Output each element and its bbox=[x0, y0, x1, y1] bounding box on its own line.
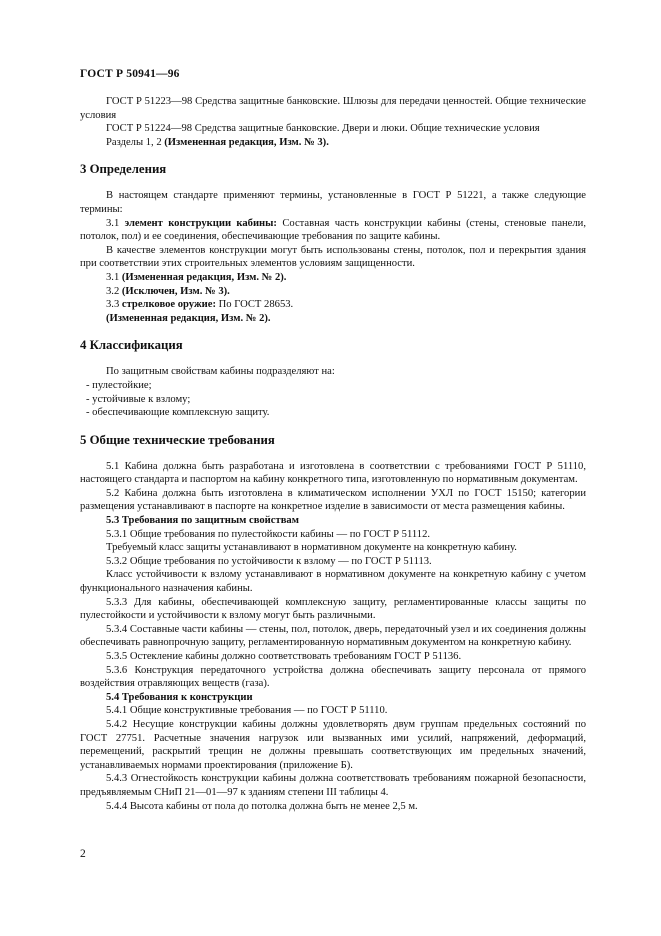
s5-clause-5-3-1: 5.3.1 Общие требования по пулестойкости кабины — по ГОСТ Р 51112. bbox=[106, 528, 431, 540]
term: элемент конструкции кабины: bbox=[124, 217, 277, 229]
s3-intro: В настоящем стандарте применяют термины, установленные в ГОСТ Р 51221, а также следующие термины: bbox=[80, 190, 586, 215]
refs-amendment-note bbox=[80, 136, 586, 150]
s3-clause-3-1-note: В качестве элементов конструкции могут быть использованы стены, потолок, пол и перекрытия здания при соответствии этих строительных элементов условиям защищенности. bbox=[80, 244, 586, 270]
s5-clause-5-2: 5.2 Кабина должна быть изготовлена в климатическом исполнении УХЛ по ГОСТ 15150; категории размещения устанавливают в паспорте на конкретное изделие в зависимости от места размещения кабины. bbox=[80, 487, 586, 513]
page-body bbox=[80, 95, 586, 813]
ref-title: Средства защитные банковские. Шлюзы для передачи ценностей. Общие технические условия bbox=[80, 96, 586, 121]
amendment: (Исключен, Изм. № 3). bbox=[121, 285, 230, 297]
s3-clause-3-1 bbox=[80, 217, 586, 244]
clause-number: 3.1 bbox=[106, 271, 122, 283]
s5-clause-5-4-2: 5.4.2 Несущие конструкции кабины должны удовлетворять двум группам предельных состояний по ГОСТ 27751. Расчетные значения нагрузок или вызванных ими усилий, напряжений, деформаций, перемещений, раскрытий трещин не должны превышать соответствующих им предельных значений, устанавливаемых нормами проектирования (приложение Б). bbox=[80, 718, 586, 771]
s4-intro: По защитным свойствам кабины подразделяют на: bbox=[106, 366, 335, 378]
page-number: 2 bbox=[80, 848, 86, 860]
definition: Составная часть конструкции кабины (стены, стеновые панели, потолок, пол) и ее соединения, обеспечивающие требования по защите кабины. bbox=[80, 217, 586, 243]
s5-clause-5-3-2-b: Класс устойчивости к взлому устанавливают в нормативном документе на конкретную кабину с учетом функционального назначения кабины. bbox=[80, 569, 586, 595]
s5-clause-5-4-1: 5.4.1 Общие конструктивные требования — по ГОСТ Р 51110. bbox=[106, 705, 388, 717]
s3-clause-3-3 bbox=[80, 298, 586, 312]
ref-code: ГОСТ Р 51223—98 bbox=[106, 96, 193, 107]
s5-clause-5-3-4: 5.3.4 Составные части кабины — стены, пол, потолок, дверь, передаточный узел и их соединения должны обеспечивать равнопрочную защиту, регламентированную нормативным документом на конкретную кабину. bbox=[80, 623, 586, 649]
s5-clause-5-3-6: 5.3.6 Конструкция передаточного устройства должна обеспечивать защиту персонала от прямого воздействия отравляющих веществ (газа). bbox=[80, 664, 586, 690]
s5-clause-5-3-5: 5.3.5 Остекление кабины должно соответствовать требованиям ГОСТ Р 51136. bbox=[106, 651, 462, 662]
s5-clause-5-4-3: 5.4.3 Огнестойкость конструкции кабины должна соответствовать требованиям пожарной безопасности, предъявляемым СНиП 21—01—97 к зданиям степени III таблицы 4. bbox=[80, 773, 586, 798]
ref-gost-51224 bbox=[80, 122, 586, 136]
s5-subheading-5-4: 5.4 Требования к конструкции bbox=[106, 691, 253, 703]
section-5-heading: 5 Общие технические требования bbox=[80, 432, 275, 447]
definition: По ГОСТ 28653. bbox=[215, 299, 294, 311]
s5-clause-5-3-2: 5.3.2 Общие требования по устойчивости к взлому — по ГОСТ Р 51113. bbox=[106, 555, 432, 567]
clause-number: 3.1 bbox=[106, 217, 125, 229]
running-header: ГОСТ Р 50941—96 bbox=[80, 68, 180, 80]
ref-gost-51223 bbox=[80, 95, 586, 122]
section-3-heading: 3 Определения bbox=[80, 162, 167, 177]
clause-number: 3.2 bbox=[106, 285, 122, 297]
s3-clause-3-2 bbox=[80, 285, 586, 299]
s4-list-item: - обеспечивающие комплексную защиту. bbox=[86, 407, 270, 419]
clause-number: 3.3 bbox=[106, 299, 122, 311]
s5-clause-5-3-1-b: Требуемый класс защиты устанавливают в нормативном документе на конкретную кабину. bbox=[106, 542, 517, 554]
ref-title: Средства защитные банковские. Двери и люки. Общие технические условия bbox=[192, 123, 540, 135]
amendment: (Измененная редакция, Изм. № 2). bbox=[121, 271, 287, 283]
s5-clause-5-1: 5.1 Кабина должна быть разработана и изготовлена в соответствии с требованиями ГОСТ Р 51110, настоящего стандарта и паспортом на кабину конкретного типа, изготовленную по нормативным документам. bbox=[80, 460, 586, 486]
amendment-prefix: Разделы 1, 2 bbox=[106, 136, 165, 148]
s4-list-item: - пулестойкие; bbox=[86, 379, 152, 391]
s5-clause-5-4-4: 5.4.4 Высота кабины от пола до потолка должна быть не менее 2,5 м. bbox=[106, 800, 418, 812]
section-4-heading: 4 Классификация bbox=[80, 338, 183, 353]
s4-list-item: - устойчивые к взлому; bbox=[86, 393, 191, 405]
term: стрелковое оружие: bbox=[121, 299, 216, 311]
s5-clause-5-3-3: 5.3.3 Для кабины, обеспечивающей комплексную защиту, регламентированные классы защиты по пулестойкости и устойчивости к взлому могут быть различными. bbox=[80, 596, 586, 622]
s3-amendment-end: (Измененная редакция, Изм. № 2). bbox=[106, 312, 271, 324]
s5-subheading-5-3: 5.3 Требования по защитным свойствам bbox=[106, 515, 299, 527]
amendment-bold: (Измененная редакция, Изм. № 3). bbox=[164, 136, 329, 148]
s3-clause-3-1-amend bbox=[80, 271, 586, 285]
ref-code: ГОСТ Р 51224—98 bbox=[106, 123, 193, 135]
